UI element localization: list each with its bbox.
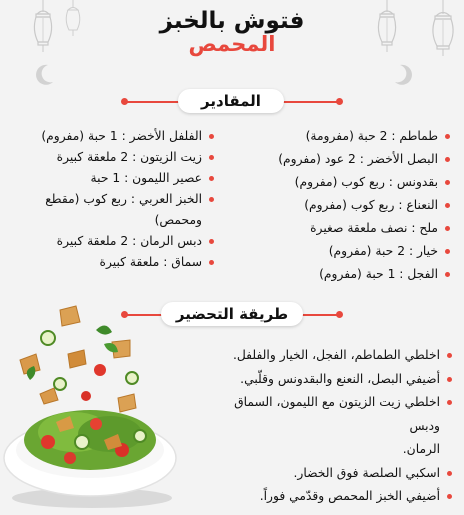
dot-bullet-icon	[336, 98, 343, 105]
list-item: الخبز العربي : ربع كوب (مقطع	[12, 189, 214, 210]
ingredients-heading: المقادير	[178, 89, 284, 113]
dot-bullet-icon	[447, 377, 452, 382]
dot-bullet-icon	[445, 226, 450, 231]
list-item: دبس الرمان : 2 ملعقة كبيرة	[12, 231, 214, 252]
list-item: سماق : ملعقة كبيرة	[12, 252, 214, 273]
dot-bullet-icon	[447, 353, 452, 358]
list-item: الفجل : 1 حبة (مفروم)	[254, 263, 450, 286]
dot-bullet-icon	[209, 176, 214, 181]
list-item-continued: ومحمص)	[154, 213, 202, 227]
dot-bullet-icon	[445, 249, 450, 254]
fattoush-salad-bowl-image	[0, 300, 200, 515]
dot-bullet-icon	[209, 134, 214, 139]
list-item: اسكبي الصلصة فوق الخضار.	[200, 462, 452, 486]
list-item: اخلطي الطماطم، الفجل، الخيار والفلفل.	[200, 344, 452, 368]
dot-bullet-icon	[447, 494, 452, 499]
list-item: زيت الزيتون : 2 ملعقة كبيرة	[12, 147, 214, 168]
list-item-continued: الرمان.	[402, 442, 440, 456]
list-item: أضيفي البصل، النعنع والبقدونس وقلّبي.	[200, 368, 452, 392]
ingredients-list-right	[254, 125, 450, 286]
list-item: طماطم : 2 حبة (مفرومة)	[254, 125, 450, 148]
dot-bullet-icon	[445, 180, 450, 185]
list-item: خيار : 2 حبة (مفروم)	[254, 240, 450, 263]
dot-bullet-icon	[445, 134, 450, 139]
crescent-moon-icon	[392, 62, 418, 88]
dot-bullet-icon	[447, 400, 452, 405]
dot-bullet-icon	[209, 239, 214, 244]
list-item: النعناع : ربع كوب (مفروم)	[254, 194, 450, 217]
dot-bullet-icon	[445, 157, 450, 162]
method-steps-list	[200, 344, 452, 509]
list-item: بقدونس : ربع كوب (مفروم)	[254, 171, 450, 194]
dot-bullet-icon	[209, 155, 214, 160]
dot-bullet-icon	[447, 471, 452, 476]
list-item: اخلطي زيت الزيتون مع الليمون، السماق ودبس	[200, 391, 452, 438]
dot-bullet-icon	[209, 197, 214, 202]
crescent-moon-icon	[30, 62, 56, 88]
list-item: الفلفل الأخضر : 1 حبة (مفروم)	[12, 126, 214, 147]
dot-bullet-icon	[121, 98, 128, 105]
dot-bullet-icon	[336, 311, 343, 318]
list-item: عصير الليمون : 1 حبة	[12, 168, 214, 189]
dot-bullet-icon	[445, 272, 450, 277]
dot-bullet-icon	[445, 203, 450, 208]
list-item: أضيفي الخبز المحمص وقدّمي فوراً.	[200, 485, 452, 509]
list-item: البصل الأخضر : 2 عود (مفروم)	[254, 148, 450, 171]
method-heading: طريقة التحضير	[161, 302, 303, 326]
dot-bullet-icon	[209, 260, 214, 265]
page-subtitle: المحمص	[188, 32, 276, 56]
ingredients-list-left	[12, 126, 214, 273]
list-item: ملح : نصف ملعقة صغيرة	[254, 217, 450, 240]
page-title: فتوش بالخبز	[159, 8, 305, 34]
